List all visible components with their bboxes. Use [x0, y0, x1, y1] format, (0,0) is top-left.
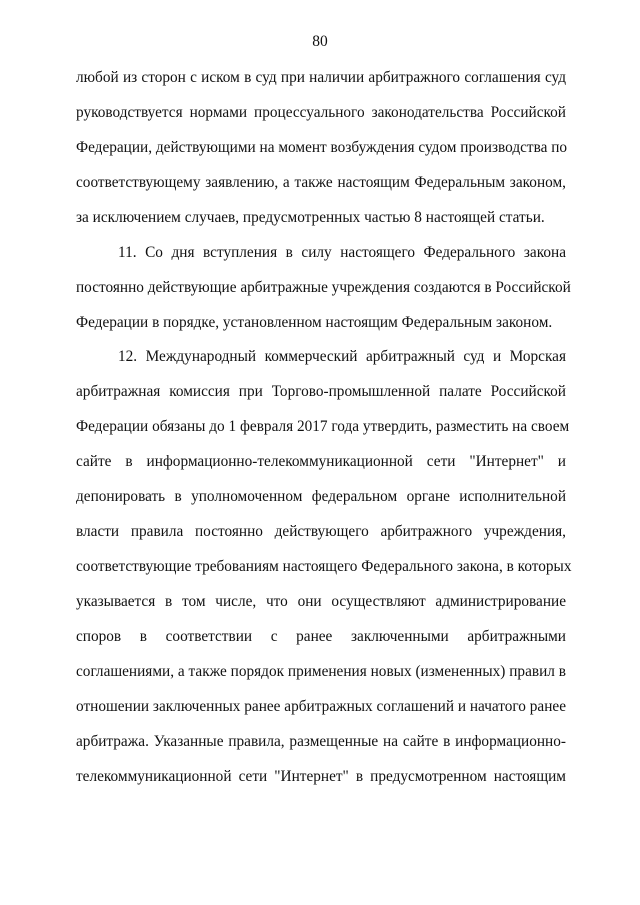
- text-line: Федерации, действующими на момент возбуждения судом производства по: [76, 139, 568, 156]
- text-line: споров в соответствии с ранее заключенными арбитражными: [76, 628, 566, 645]
- text-line: Федерации обязаны до 1 февраля 2017 года утвердить, разместить на своем: [76, 418, 570, 435]
- text-line: арбитражная комиссия при Торгово-промышленной палате Российской: [76, 383, 566, 400]
- text-line: Федерации в порядке, установленном настоящим Федеральным законом.: [76, 314, 553, 331]
- text-line: арбитража. Указанные правила, размещенные на сайте в информационно-: [76, 733, 566, 750]
- text-line: постоянно действующие арбитражные учреждения создаются в Российской: [76, 279, 571, 296]
- text-line: телекоммуникационной сети "Интернет" в предусмотренном настоящим: [76, 768, 566, 785]
- text-line: соответствующие требованиям настоящего Федерального закона, в которых: [76, 558, 572, 575]
- text-line: за исключением случаев, предусмотренных частью 8 настоящей статьи.: [76, 209, 545, 226]
- paragraph-first-line: 12. Международный коммерческий арбитражный суд и Морская: [118, 348, 566, 365]
- text-line: руководствуется нормами процессуального законодательства Российской: [76, 104, 566, 121]
- text-line: отношении заключенных ранее арбитражных соглашений и начатого ранее: [76, 698, 566, 715]
- text-line: сайте в информационно-телекоммуникационной сети "Интернет" и: [76, 453, 566, 470]
- text-line: соответствующему заявлению, а также настоящим Федеральным законом,: [76, 174, 566, 191]
- text-line: соглашениями, а также порядок применения новых (измененных) правил в: [76, 663, 566, 680]
- paragraph-first-line: 11. Со дня вступления в силу настоящего Федерального закона: [118, 244, 566, 261]
- text-line: власти правила постоянно действующего арбитражного учреждения,: [76, 523, 566, 540]
- text-line: депонировать в уполномоченном федеральном органе исполнительной: [76, 488, 566, 505]
- page-number: 80: [312, 33, 328, 50]
- text-line: указывается в том числе, что они осуществляют администрирование: [76, 593, 566, 610]
- text-line: любой из сторон с иском в суд при наличии арбитражного соглашения суд: [76, 69, 566, 86]
